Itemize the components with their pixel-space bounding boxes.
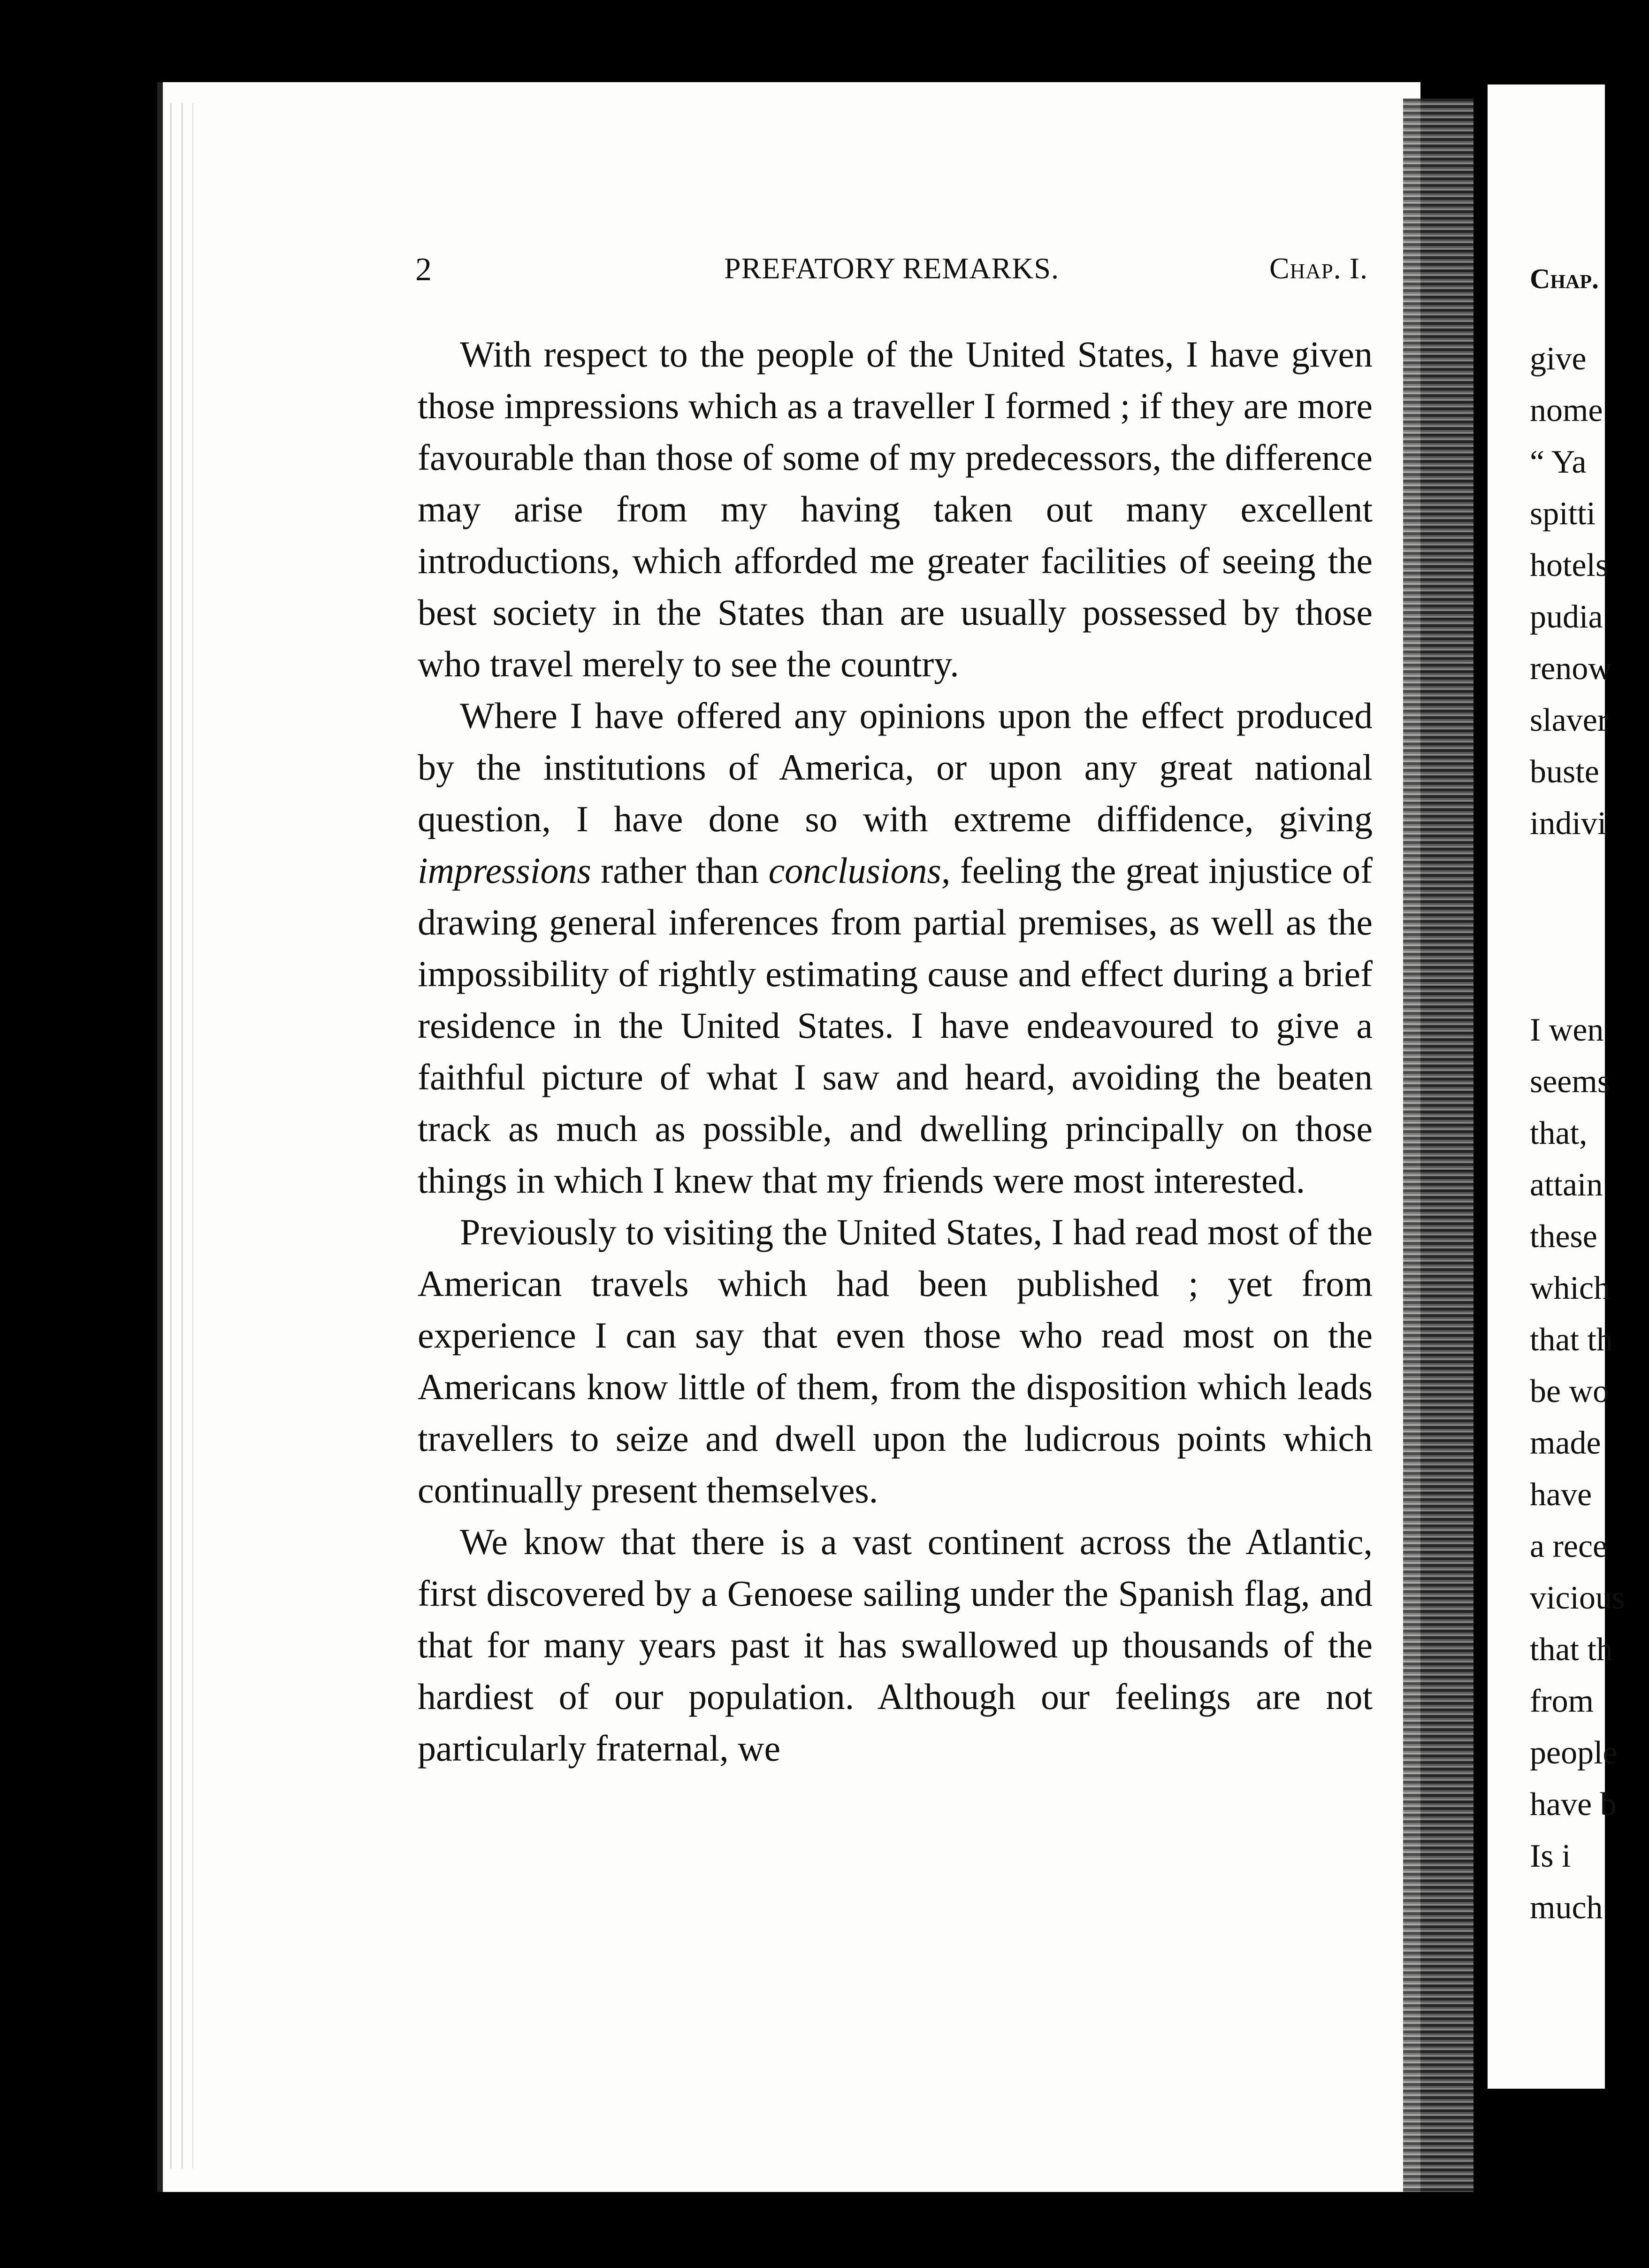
next-page-text [1530, 333, 1625, 1934]
next-page-line: buste [1530, 754, 1599, 790]
next-page-line: which [1530, 1270, 1611, 1306]
next-page-gap [1530, 850, 1625, 1004]
text-run: We know that there is a vast continent across the Atlantic, first discovered by a Genoese sailing under the Spanish flag, and that for many years past it has swallowed up thousands of the hardiest of our population. Although our feelings are not particularly fraternal, we [418, 1521, 1373, 1769]
text-run: Previously to visiting the United States, I had read most of the American travels which had been published ; yet from experience I can say that even those who read most on the Americans know little of them, from the disposition which leads travellers to seize and dwell upon the ludicrous points which continually present themselves. [418, 1211, 1373, 1510]
next-page-line: pudia [1530, 599, 1603, 635]
text-run: Where I have offered any opinions upon the effect produced by the institutions of America, or upon any great national question, I have done so with extreme diffidence, giving [418, 695, 1373, 839]
page-edge-shadow [1403, 99, 1473, 2192]
running-title: PREFATORY REMARKS. [724, 252, 1059, 285]
next-page-line: renow [1530, 651, 1612, 687]
next-page-line: made [1530, 1425, 1601, 1461]
next-page-line: a rece [1530, 1528, 1608, 1564]
next-page-line: give [1530, 341, 1587, 377]
next-page-line: hotels [1530, 547, 1609, 583]
book-page-right [1488, 84, 1625, 2089]
page-number: 2 [415, 252, 432, 288]
next-page-line: nome [1530, 392, 1603, 429]
next-page-line: have [1530, 1477, 1592, 1513]
next-page-line: these [1530, 1218, 1597, 1255]
next-page-line: slaver [1530, 702, 1609, 738]
paragraph [418, 690, 1373, 1206]
next-page-line: be wo [1530, 1373, 1610, 1410]
next-page-line: from [1530, 1683, 1594, 1719]
next-page-line: “ Ya [1530, 444, 1587, 480]
next-page-line: have b [1530, 1786, 1617, 1823]
next-page-line: Is i [1530, 1838, 1571, 1874]
next-page-line: that, [1530, 1115, 1588, 1151]
paragraph [418, 329, 1373, 690]
chapter-label: Chap. I. [1269, 252, 1368, 285]
next-page-line: much [1530, 1890, 1603, 1926]
page-gutter [165, 103, 193, 2168]
running-header [415, 251, 1368, 298]
paragraph [418, 1206, 1373, 1516]
text-run: rather than [591, 850, 769, 891]
text-run: feeling the great injustice of drawing general inferences from partial premises, as well as the impossibility of rightly estimating cause and effect during a brief residence in the United States. I have endeavoured to give a faithful picture of what I saw and heard, avoiding the beaten track as much as possible, and dwelling principally on those things in which I knew that my friends were most interested. [418, 850, 1373, 1201]
next-page-header: Chap. [1530, 263, 1599, 294]
text-run: With respect to the people of the United States, I have given those impressions which as a traveller I formed ; if they are more favourable than those of some of my predecessors, the difference may arise from my having taken out many excellent introductions, which afforded me greater facilities of seeing the best society in the States than are usually possessed by those who travel merely to see the country. [418, 334, 1373, 684]
paragraph [418, 1516, 1373, 1774]
next-page-line: I wen [1530, 1012, 1604, 1048]
next-page-line: seems [1530, 1064, 1611, 1100]
italic-text: conclusions, [768, 850, 951, 891]
next-page-line: indivi [1530, 805, 1607, 842]
next-page-line: spitti [1530, 496, 1596, 532]
next-page-line: that th [1530, 1632, 1613, 1668]
italic-text: impressions [418, 850, 591, 891]
next-page-line: people [1530, 1735, 1618, 1771]
body-text [418, 329, 1373, 1774]
next-page-line: that th [1530, 1322, 1613, 1358]
next-page-line: attain [1530, 1167, 1603, 1203]
next-page-line: vicious [1530, 1580, 1625, 1616]
